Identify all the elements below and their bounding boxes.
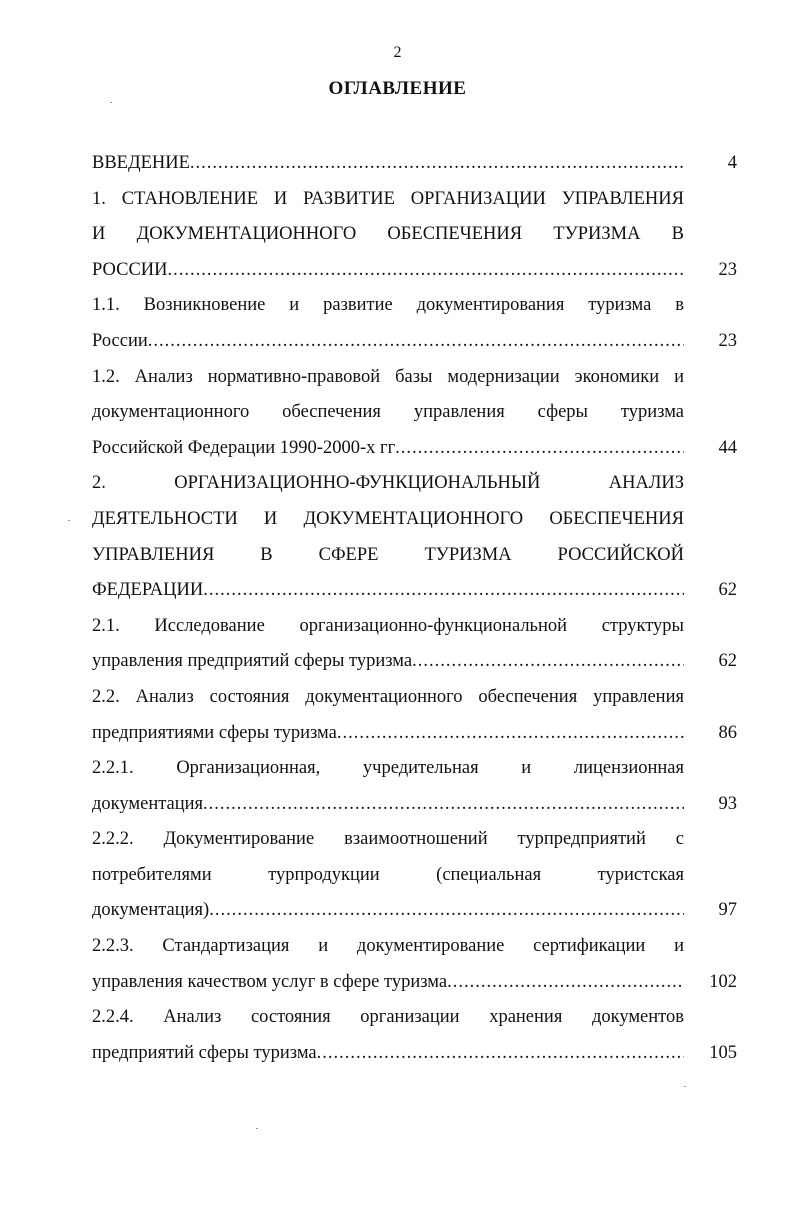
toc-page-number: 86 (718, 722, 737, 743)
toc-line (92, 324, 737, 360)
toc-line-text: предприятий сферы туризма ..... (92, 1036, 684, 1072)
toc-line-text: 2.1. Исследование организационно-функциональной структуры (92, 615, 684, 636)
toc-page-number: 23 (718, 330, 737, 351)
toc-line (92, 395, 737, 431)
toc-line (92, 288, 737, 324)
toc-line-text: 1.2. Анализ нормативно-правовой базы модернизации экономики и (92, 366, 684, 387)
toc-line-text: ДЕЯТЕЛЬНОСТИ И ДОКУМЕНТАЦИОННОГО ОБЕСПЕЧЕНИЯ (92, 508, 684, 529)
toc-line-text: 2.2.2. Документирование взаимоотношений турпредприятий с (92, 829, 684, 850)
toc-line (92, 502, 737, 538)
scan-speck (68, 520, 70, 521)
toc-line (92, 893, 737, 929)
toc-page-number: 62 (718, 651, 737, 672)
toc-line (92, 751, 737, 787)
toc-page-number: 44 (718, 437, 737, 458)
toc-page-number: 23 (718, 259, 737, 280)
toc-line (92, 146, 737, 182)
page-title: ОГЛАВЛЕНИЕ (328, 78, 467, 99)
toc-line-text: документация ..... (92, 787, 684, 823)
toc-line-text: УПРАВЛЕНИЯ В СФЕРЕ ТУРИЗМА РОССИЙСКОЙ (92, 544, 684, 565)
toc-line (92, 466, 737, 502)
toc-line-text: Российской Федерации 1990-2000-х гг ..... (92, 431, 684, 467)
toc-line-text: документационного обеспечения управления сферы туризма (92, 402, 684, 423)
table-of-contents (92, 146, 737, 1071)
toc-line (92, 680, 737, 716)
toc-line (92, 538, 737, 574)
toc-line (92, 716, 737, 752)
scan-speck (256, 1128, 258, 1129)
toc-line (92, 360, 737, 396)
toc-line (92, 858, 737, 894)
scan-speck (110, 102, 112, 103)
toc-line-text: 2.2.3. Стандартизация и документирование сертификации и (92, 936, 684, 957)
toc-line-text: предприятиями сферы туризма ..... (92, 716, 684, 752)
toc-line (92, 431, 737, 467)
toc-line-text: документация) ..... (92, 893, 684, 929)
toc-line (92, 965, 737, 1001)
toc-page-number: 93 (718, 793, 737, 814)
toc-line (92, 573, 737, 609)
toc-line-text: потребителями турпродукции (специальная туристская (92, 864, 684, 885)
toc-line-text: управления качеством услуг в сфере туризма ..... (92, 965, 684, 1001)
toc-line (92, 644, 737, 680)
toc-page-number: 4 (727, 153, 737, 173)
toc-line-text: 2.2. Анализ состояния документационного обеспечения управления (92, 686, 684, 707)
toc-page-number: 62 (718, 580, 737, 601)
toc-line (92, 1036, 737, 1072)
toc-line-text: РОССИИ ..... (92, 253, 684, 289)
toc-line (92, 253, 737, 289)
toc-line (92, 217, 737, 253)
toc-line-text: И ДОКУМЕНТАЦИОННОГО ОБЕСПЕЧЕНИЯ ТУРИЗМА В (92, 224, 684, 245)
toc-line (92, 787, 737, 823)
toc-line-text: управления предприятий сферы туризма ..... (92, 644, 684, 680)
toc-page-number: 97 (718, 900, 737, 921)
toc-line (92, 929, 737, 965)
toc-line (92, 822, 737, 858)
toc-line-text: 2.2.4. Анализ состояния организации хранения документов (92, 1007, 684, 1028)
toc-page-number: 105 (709, 1042, 737, 1063)
toc-line (92, 609, 737, 645)
scan-speck (684, 1086, 686, 1087)
toc-line-text: ФЕДЕРАЦИИ ..... (92, 573, 684, 609)
toc-line (92, 1000, 737, 1036)
toc-page-number: 102 (709, 971, 737, 992)
toc-line-text: 1.1. Возникновение и развитие документирования туризма в (92, 295, 684, 316)
toc-line (92, 182, 737, 218)
toc-line-text: 2. ОРГАНИЗАЦИОННО-ФУНКЦИОНАЛЬНЫЙ АНАЛИЗ (92, 473, 684, 494)
toc-line-text: ВВЕДЕНИЕ ..... (92, 146, 684, 182)
toc-line-text: 2.2.1. Организационная, учредительная и лицензионная (92, 758, 684, 779)
toc-line-text: России ..... (92, 324, 684, 360)
page-number: 2 (393, 44, 402, 61)
toc-line-text: 1. СТАНОВЛЕНИЕ И РАЗВИТИЕ ОРГАНИЗАЦИИ УПРАВЛЕНИЯ (92, 188, 684, 209)
